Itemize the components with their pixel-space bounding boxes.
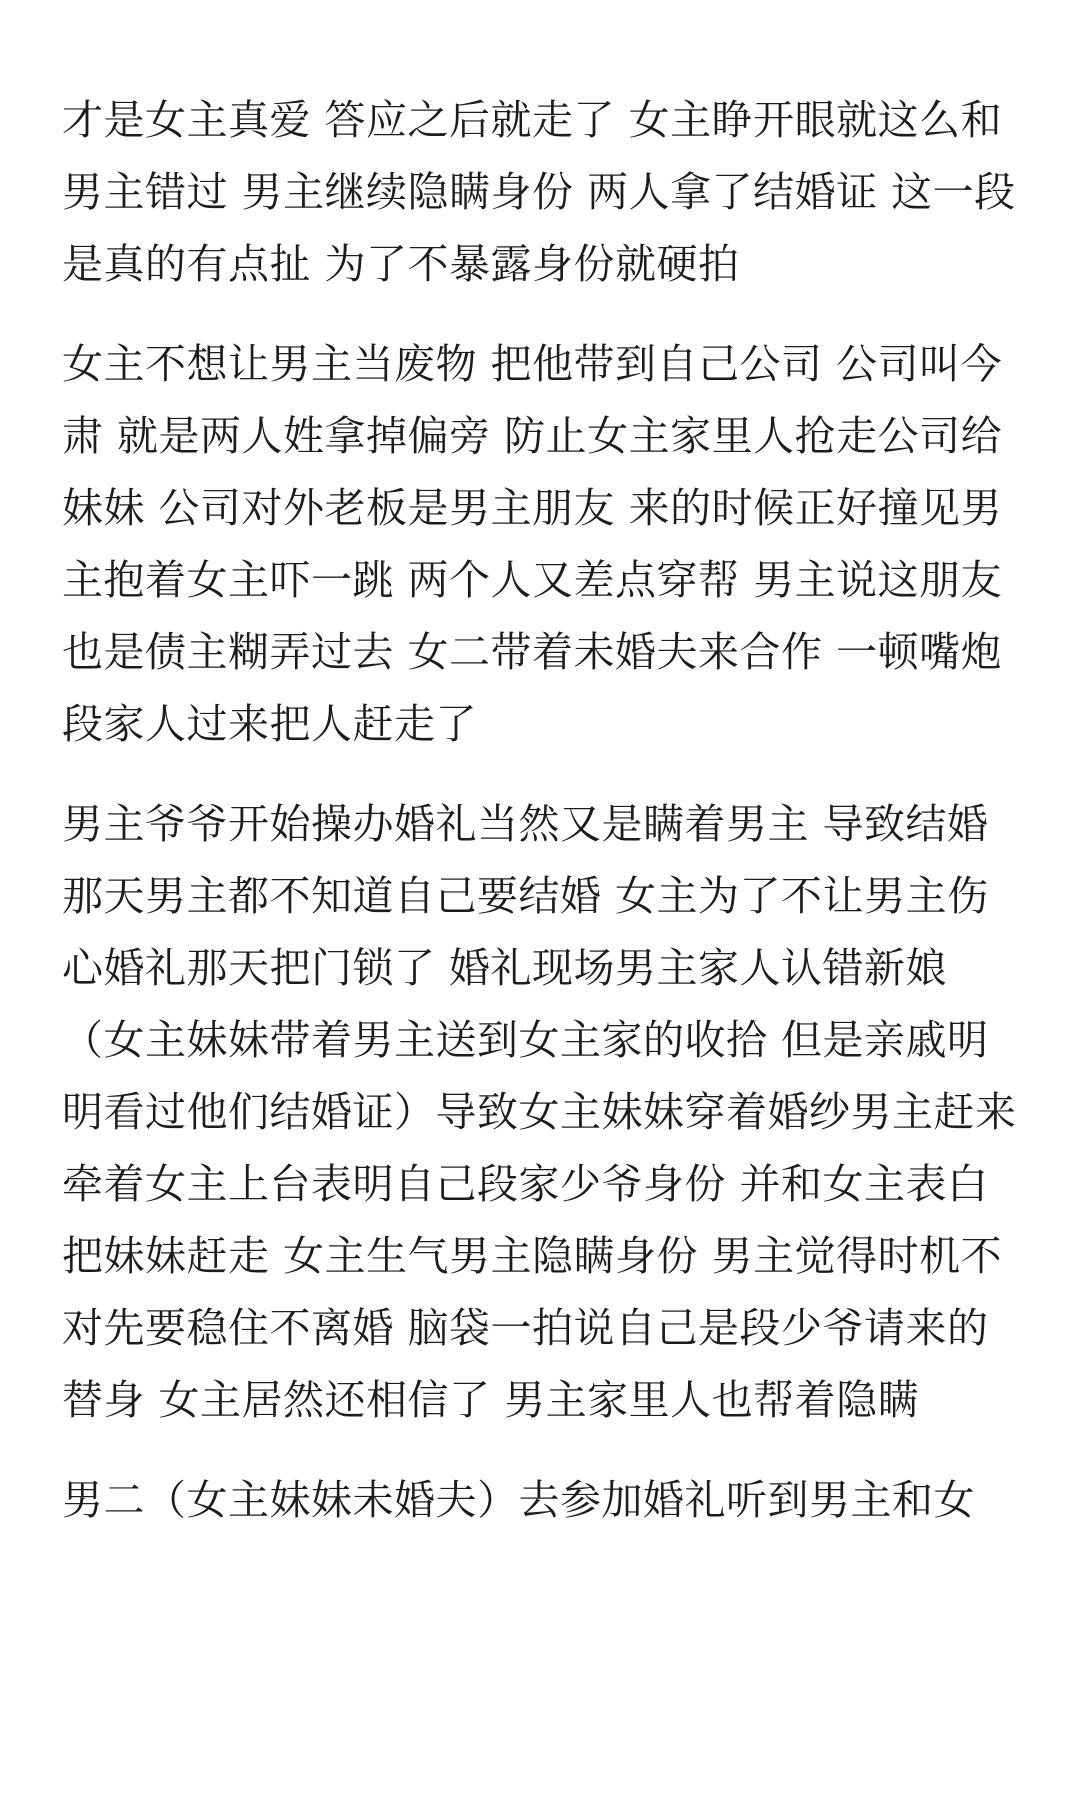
- paragraph-1: 才是女主真爱 答应之后就走了 女主睁开眼就这么和男主错过 男主继续隐瞒身份 两人拿了结婚证 这一段是真的有点扯 为了不暴露身份就硬拍: [62, 96, 1016, 288]
- paragraph-4: 男二（女主妹妹未婚夫）去参加婚礼听到男主和女: [62, 1476, 975, 1524]
- article-body: [62, 84, 1022, 1564]
- paragraph-3: 男主爷爷开始操办婚礼当然又是瞒着男主 导致结婚那天男主都不知道自己要结婚 女主为了不让男主伤心婚礼那天把门锁了 婚礼现场男主家人认错新娘（女主妹妹带着男主送到女主家的收拾 但是亲戚明明看过他们结婚证）导致女主妹妹穿着婚纱男主赶来牵着女主上台表明自己段家少爷身份 并和女主表白 把妹妹赶走 女主生气男主隐瞒身份 男主觉得时机不对先要稳住不离婚 脑袋一拍说自己是段少爷请来的替身 女主居然还相信了 男主家里人也帮着隐瞒: [62, 800, 1017, 1424]
- paragraph-2: 女主不想让男主当废物 把他带到自己公司 公司叫今肃 就是两人姓拿掉偏旁 防止女主家里人抢走公司给妹妹 公司对外老板是男主朋友 来的时候正好撞见男主抱着女主吓一跳 两个人又差点穿帮 男主说这朋友也是债主糊弄过去 女二带着未婚夫来合作 一顿嘴炮 段家人过来把人赶走了: [62, 340, 1003, 748]
